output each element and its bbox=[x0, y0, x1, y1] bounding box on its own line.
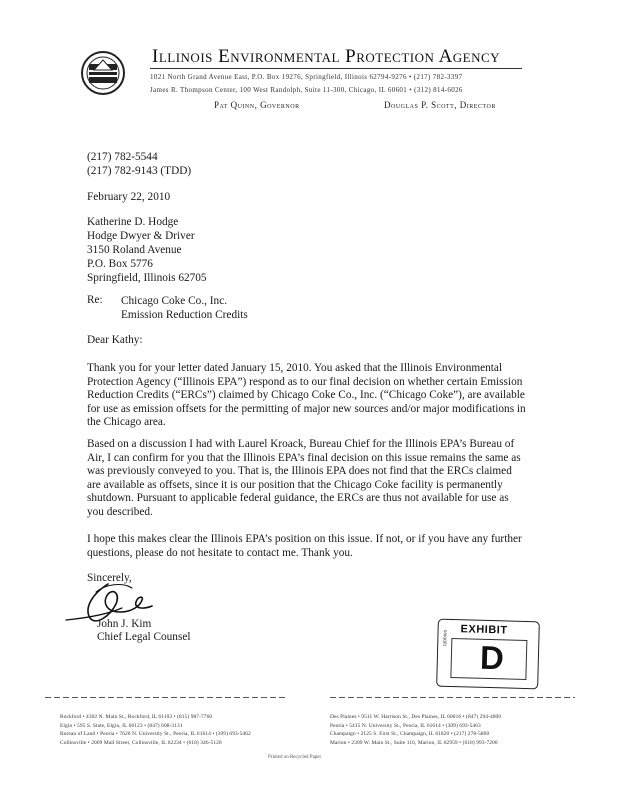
footer-office-line: Des Plaines • 9511 W. Harrison St., Des Plaines, IL 60016 • (847) 294-4000 bbox=[330, 714, 502, 720]
footer-office-line: Marion • 2309 W. Main St., Suite 116, Marion, IL 62959 • (618) 993-7200 bbox=[330, 739, 498, 746]
paragraph-line: shutdown. Pursuant to applicable federal guidance, the ERCs are thus not available for use as bbox=[87, 492, 509, 505]
footer-office-line: Elgin • 595 S. State, Elgin, IL 60123 • (847) 608-3131 bbox=[60, 722, 183, 729]
closing: Sincerely, bbox=[87, 572, 132, 584]
letter-date: February 22, 2010 bbox=[87, 191, 171, 203]
letterhead-divider bbox=[150, 68, 522, 69]
paragraph-line: are available as offsets, since it is our position that the Chicago Coke facility is permanently bbox=[87, 478, 503, 491]
paragraph-line: Air, I can confirm for you that the Illinois EPA’s final decision on this issue remains the same as bbox=[87, 451, 521, 464]
paragraph-line: questions, please do not hesitate to contact me. Thank you. bbox=[87, 546, 353, 559]
exhibit-side-text: tabbies bbox=[442, 629, 449, 646]
paragraph-line: Thank you for your letter dated January 15, 2010. You asked that the Illinois Environmental bbox=[87, 362, 503, 374]
exhibit-label: EXHIBIT bbox=[460, 623, 508, 637]
subject-label: Re: bbox=[87, 294, 103, 306]
footer-office-line: Champaign • 2125 S. First St., Champaign, IL 61820 • (217) 278-5800 bbox=[330, 731, 490, 738]
exhibit-sticker bbox=[436, 619, 540, 690]
agency-seal-icon bbox=[80, 50, 126, 96]
body-paragraph-2 bbox=[87, 438, 527, 520]
paragraph-line: you described. bbox=[87, 505, 153, 518]
salutation: Dear Kathy: bbox=[87, 334, 143, 346]
letterhead-address-1: 1021 North Grand Avenue East, P.O. Box 19276, Springfield, Illinois 62794-9276 • (217) 782-3397 bbox=[150, 73, 463, 81]
footer-offices-left bbox=[60, 713, 306, 747]
letterhead-address-2: James R. Thompson Center, 100 West Randolph, Suite 11-300, Chicago, IL 60601 • (312) 814-6026 bbox=[150, 86, 463, 94]
footer-office-line: Bureau of Land • Peoria • 7620 N. University St., Peoria, IL 61614 • (309) 693-5462 bbox=[60, 731, 251, 738]
paragraph-line: Protection Agency (“Illinois EPA”) respond as to our final decision on whether certain Emission bbox=[87, 375, 523, 388]
subject-line: Emission Reduction Credits bbox=[121, 309, 248, 321]
recipient-line: 3150 Roland Avenue bbox=[87, 244, 182, 256]
body-paragraph-3 bbox=[87, 533, 527, 560]
director-name: Douglas P. Scott, Director bbox=[384, 100, 496, 110]
paragraph-line: for use as emission offsets for the permitting of major new sources and/or major modifications in bbox=[87, 402, 526, 415]
recipient-line: Katherine D. Hodge bbox=[87, 216, 179, 228]
body-paragraph-1 bbox=[87, 362, 527, 430]
signer-name: John J. Kim bbox=[97, 618, 152, 630]
footer-office-line: Peoria • 5415 N. University St., Peoria, IL 61614 • (309) 693-5463 bbox=[330, 722, 481, 729]
recipient-line: P.O. Box 5776 bbox=[87, 258, 153, 270]
recipient-line: Springfield, Illinois 62705 bbox=[87, 272, 207, 284]
paragraph-line: Based on a discussion I had with Laurel Kroack, Bureau Chief for the Illinois EPA’s Bureau of bbox=[87, 438, 515, 450]
exhibit-letter: D bbox=[479, 638, 505, 677]
recipient-line: Hodge Dwyer & Driver bbox=[87, 230, 195, 242]
paragraph-line: Reduction Credits (“ERCs”) claimed by Chicago Coke Co., Inc. (“Chicago Coke”), are available bbox=[87, 389, 525, 402]
footer-office-line: Collinsville • 2009 Mall Street, Collinsville, IL 62234 • (618) 346-5120 bbox=[60, 739, 222, 746]
governor-name: Pat Quinn, Governor bbox=[214, 100, 300, 110]
subject-lines bbox=[121, 294, 248, 322]
footer-offices-right bbox=[330, 713, 578, 747]
recycled-paper-note: Printed on Recycled Paper bbox=[268, 755, 322, 760]
paragraph-line: the Chicago area. bbox=[87, 416, 166, 429]
phone-number: (217) 782-5544 bbox=[87, 151, 158, 163]
agency-name: Illinois Environmental Protection Agency bbox=[152, 46, 501, 67]
recipient-address-block bbox=[87, 215, 207, 285]
subject-line: Chicago Coke Co., Inc. bbox=[121, 295, 228, 307]
footer-divider-left bbox=[45, 697, 285, 698]
tdd-number: (217) 782-9143 (TDD) bbox=[87, 165, 192, 177]
footer-divider-right bbox=[330, 697, 575, 698]
footer-office-line: Rockford • 4302 N. Main St., Rockford, IL 61103 • (815) 987-7760 bbox=[60, 714, 213, 720]
paragraph-line: I hope this makes clear the Illinois EPA’s position on this issue. If not, or if you have any further bbox=[87, 533, 522, 545]
paragraph-line: was previously conveyed to you. That is, the Illinois EPA does not find that the ERCs claimed bbox=[87, 465, 512, 478]
signer-title: Chief Legal Counsel bbox=[97, 631, 191, 643]
